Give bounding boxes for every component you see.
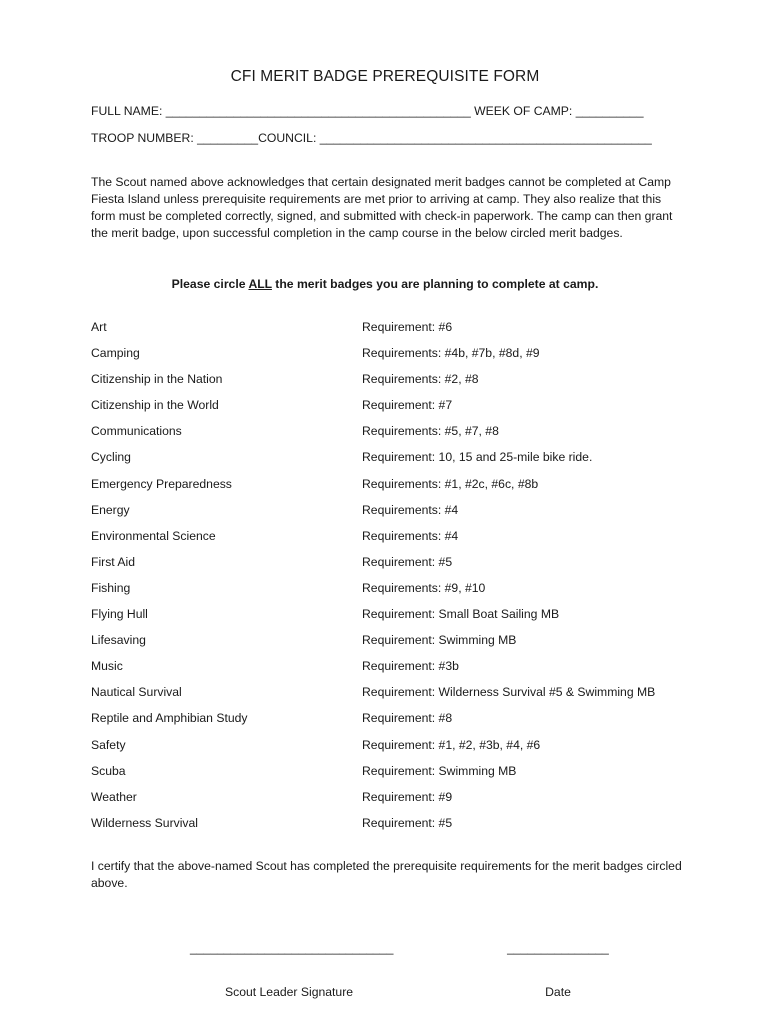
merit-badge-list — [91, 320, 691, 842]
instruction-post: the merit badges you are planning to complete at camp. — [271, 277, 599, 291]
badge-requirement: Requirement: 10, 15 and 25-mile bike ride. — [362, 450, 593, 465]
badge-row[interactable] — [91, 529, 691, 555]
badge-requirement: Requirement: #3b — [362, 659, 459, 674]
badge-row[interactable] — [91, 685, 691, 711]
badge-row[interactable] — [91, 320, 691, 346]
badge-name[interactable]: Flying Hull — [91, 607, 148, 622]
badge-requirement: Requirements: #1, #2c, #6c, #8b — [362, 476, 539, 491]
badge-name[interactable]: Communications — [91, 424, 182, 439]
badge-name[interactable]: Cycling — [91, 450, 131, 465]
badge-name[interactable]: Camping — [91, 346, 140, 361]
badge-name[interactable]: Lifesaving — [91, 633, 146, 648]
badge-requirement: Requirement: Swimming MB — [362, 763, 517, 778]
page-title: CFI MERIT BADGE PREREQUISITE FORM — [230, 68, 540, 85]
badge-name[interactable]: Fishing — [91, 580, 131, 595]
troop-council-field-line[interactable]: TROOP NUMBER: _________COUNCIL: _________________________________________________ — [91, 131, 652, 145]
badge-name[interactable]: Weather — [91, 789, 137, 804]
badge-row[interactable] — [91, 711, 691, 737]
badge-requirement: Requirement: Wilderness Survival #5 & Swimming MB — [362, 685, 656, 700]
badge-row[interactable] — [91, 450, 691, 476]
badge-name[interactable]: Energy — [91, 502, 130, 517]
name-week-field-line[interactable]: FULL NAME: _____________________________________________ WEEK OF CAMP: __________ — [91, 104, 644, 118]
badge-requirement: Requirements: #5, #7, #8 — [362, 424, 499, 439]
badge-row[interactable] — [91, 738, 691, 764]
badge-row[interactable] — [91, 607, 691, 633]
badge-requirement: Requirement: #5 — [362, 554, 453, 569]
circle-instruction — [0, 277, 770, 291]
badge-row[interactable] — [91, 477, 691, 503]
date-block — [503, 913, 613, 1027]
badge-requirement: Requirements: #4 — [362, 528, 459, 543]
date-line[interactable]: _______________ — [507, 941, 609, 955]
badge-row[interactable] — [91, 790, 691, 816]
badge-requirement: Requirements: #4 — [362, 502, 459, 517]
instruction-pre: Please circle — [171, 277, 249, 291]
intro-paragraph: The Scout named above acknowledges that certain designated merit badges cannot be completed at Camp Fiesta Island unless prerequisite requirements are met prior to arriving at camp. They also realize that this form must be completed correctly, signed, and submitted with check-in paperwork. The camp can then grant the merit badge, upon successful completion in the camp course in the below circled merit badges. — [91, 175, 673, 240]
badge-name[interactable]: Scuba — [91, 763, 126, 778]
badge-row[interactable] — [91, 346, 691, 372]
badge-name[interactable]: Reptile and Amphibian Study — [91, 711, 248, 726]
badge-row[interactable] — [91, 659, 691, 685]
badge-requirement: Requirements: #4b, #7b, #8d, #9 — [362, 346, 540, 361]
badge-row[interactable] — [91, 503, 691, 529]
badge-requirement: Requirements: #9, #10 — [362, 580, 486, 595]
badge-name[interactable]: Environmental Science — [91, 528, 216, 543]
badge-name[interactable]: Citizenship in the World — [91, 398, 219, 413]
signature-line[interactable]: ______________________________ — [190, 941, 394, 955]
signature-block — [190, 913, 394, 1027]
badge-name[interactable]: Art — [91, 320, 107, 334]
badge-name[interactable]: Safety — [91, 737, 126, 752]
badge-row[interactable] — [91, 816, 691, 842]
badge-name[interactable]: Music — [91, 659, 123, 674]
badge-requirement: Requirement: #7 — [362, 398, 453, 413]
badge-row[interactable] — [91, 764, 691, 790]
badge-requirement: Requirement: Small Boat Sailing MB — [362, 607, 560, 622]
certification-statement: I certify that the above-named Scout has completed the prerequisite requirements for the merit badges circled above. — [91, 859, 682, 890]
badge-row[interactable] — [91, 581, 691, 607]
badge-row[interactable] — [91, 555, 691, 581]
badge-name[interactable]: Wilderness Survival — [91, 815, 199, 830]
badge-requirement: Requirement: #9 — [362, 789, 453, 804]
date-label: Date — [545, 985, 571, 999]
badge-name[interactable]: Citizenship in the Nation — [91, 372, 223, 387]
signature-label: Scout Leader Signature — [224, 985, 354, 999]
badge-requirement: Requirement: #8 — [362, 711, 453, 726]
badge-requirement: Requirement: #5 — [362, 815, 453, 830]
badge-row[interactable] — [91, 398, 691, 424]
badge-row[interactable] — [91, 633, 691, 659]
badge-row[interactable] — [91, 424, 691, 450]
badge-name[interactable]: First Aid — [91, 554, 136, 569]
badge-requirement: Requirements: #2, #8 — [362, 372, 479, 387]
badge-requirement: Requirement: #1, #2, #3b, #4, #6 — [362, 737, 541, 752]
badge-requirement: Requirement: Swimming MB — [362, 633, 517, 648]
badge-row[interactable] — [91, 372, 691, 398]
instruction-emphasis: ALL — [248, 277, 272, 291]
badge-name[interactable]: Nautical Survival — [91, 685, 182, 700]
badge-name[interactable]: Emergency Preparedness — [91, 476, 232, 491]
badge-requirement: Requirement: #6 — [362, 320, 453, 334]
